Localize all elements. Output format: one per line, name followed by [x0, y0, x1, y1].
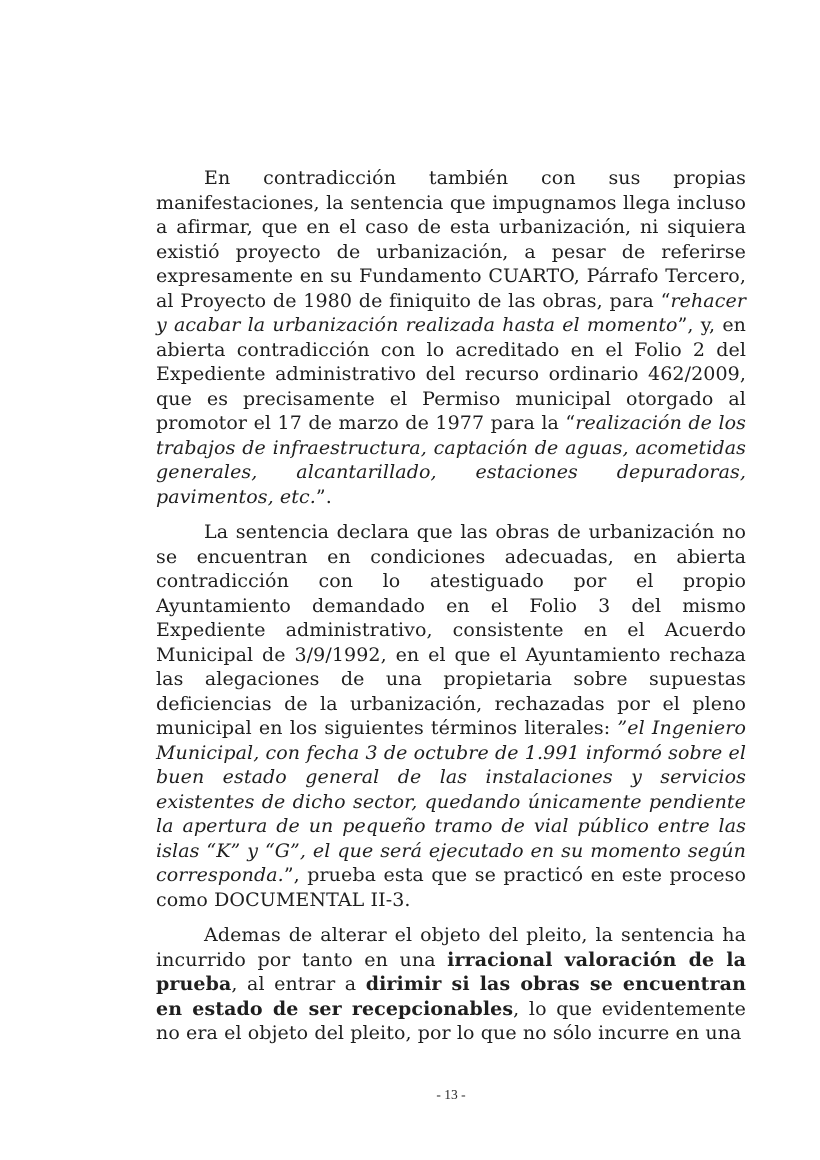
- page-body-text: [156, 166, 746, 1046]
- paragraph: [156, 166, 746, 509]
- text-run: Ademas de alterar el objeto del pleito, la sentencia ha incurrido por tanto en una: [156, 924, 746, 971]
- text-run: ”, y, en abierta contradicción con lo acreditado en el Folio 2 del Expediente administrativo del recurso ordinario 462/2009, que es precisamente el Permiso municipal otorgado al promotor el 17 de marzo de 1977 para la “: [156, 314, 747, 434]
- text-run: dirimir si las obras se encuentran en estado de ser recepcionables: [156, 973, 746, 1020]
- text-run: ”.: [315, 485, 332, 508]
- paragraph: [156, 923, 746, 1046]
- text-run: En contradicción también con sus propias manifestaciones, la sentencia que impugnamos llega incluso a afirmar, que en el caso de esta urbanización, ni siquiera existió proyecto de urbanización, a pesar de referirse expresamente en su Fundamento CUARTO, Párrafo Tercero, al Proyecto de 1980 de finiquito de las obras, para “: [156, 167, 746, 312]
- text-run: La sentencia declara que las obras de urbanización no se encuentran en condiciones adecuadas, en abierta contradicción con lo atestiguado por el propio Ayuntamiento demandado en el Folio 3 del mismo Expediente administrativo, consistente en el Acuerdo Municipal de 3/9/1992, en el que el Ayuntamiento rechaza las alegaciones de una propietaria sobre supuestas deficiencias de la urbanización, rechazadas por el pleno municipal en los siguientes términos literales:: [156, 521, 746, 739]
- text-run: , al entrar a: [231, 973, 366, 995]
- page-number: - 13 -: [436, 1087, 466, 1102]
- text-run: ”el Ingeniero Municipal, con fecha 3 de octubre de 1.991 informó sobre el buen estado general de las instalaciones y servicios existentes de dicho sector, quedando únicamente pendiente la apertura de un pequeño tramo de vial público entre las islas “K” y “G”, el que será ejecutado en su momento según corresponda.: [156, 717, 746, 886]
- text-run: irracional valoración de la prueba: [156, 948, 746, 995]
- paragraph: [156, 520, 746, 912]
- text-run: rehacer y acabar la urbanización realizada hasta el momento: [156, 289, 746, 336]
- text-run: , lo que evidentemente no era el objeto del pleito, por lo que no sólo incurre en una: [156, 997, 746, 1044]
- text-run: realización de los trabajos de infraestructura, captación de aguas, acometidas generales, alcantarillado, estaciones depuradoras, pavimentos, etc.: [156, 412, 747, 508]
- text-run: ”, prueba esta que se practicó en este proceso como DOCUMENTAL II-3.: [156, 864, 746, 911]
